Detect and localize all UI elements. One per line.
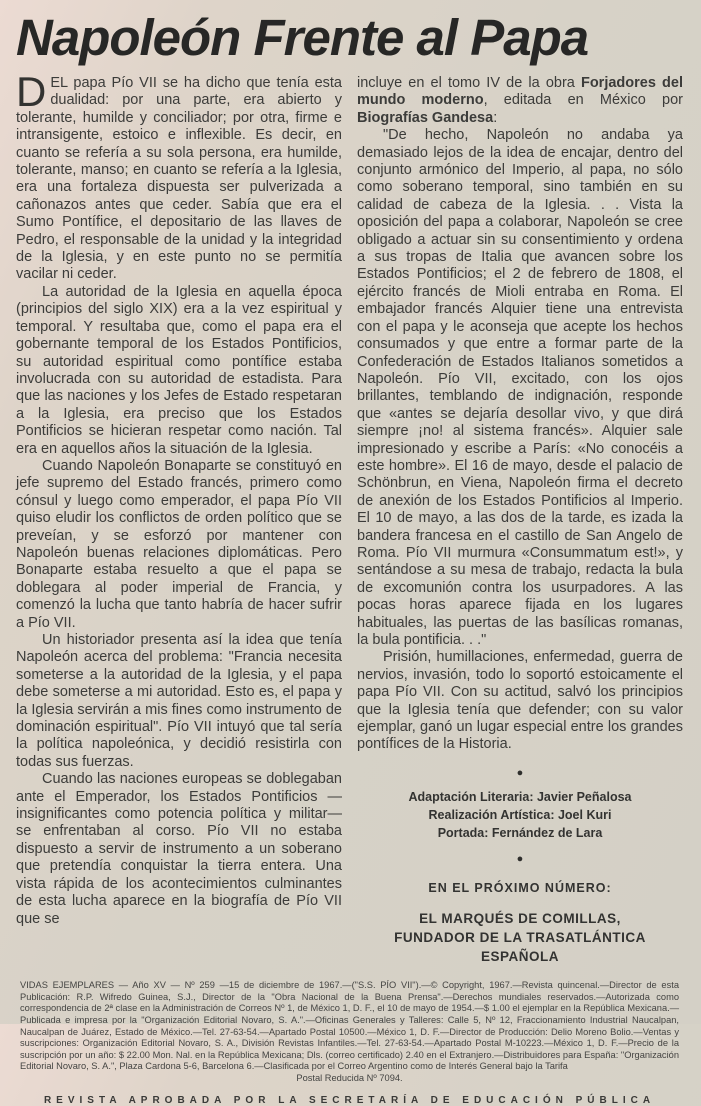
book-title: Forjadores del mundo moderno <box>357 75 683 109</box>
left-column <box>16 68 342 966</box>
right-column <box>357 75 683 966</box>
paragraph: Cuando las naciones europeas se doblegaban ante el Emperador, los Estados Pontificios —insignificantes como potencia política y militar— se enfrentaban al corso. Pío VII no estaba dispuesto a servir de instrumento a un soberano que pretendía conquistar la tierra entera. Una vista rápida de los acontecimientos culminantes de esta lucha aparece en la biografía de Pío VII que se <box>16 771 342 927</box>
masthead-fine-print: VIDAS EJEMPLARES — Año XV — Nº 259 —15 de diciembre de 1967.—("S.S. PÍO VII").—© Copyright, 1967.—Revista quincenal.—Director de esta Publicación: R.P. Wifredo Guinea, S.J., Director de la "Obra Nacional de la Buena Prensa".—Derechos mundiales reservados.—Autorizada como correspondencia de 2ª clase en la Administración de Correos Nº 1, de México 1, D. F., el 10 de mayo de 1954.—$ 1.00 el ejemplar en la República Mexicana.—Publicada e impresa por la "Organización Editorial Novaro, S. A.".—Oficinas Generales y Talleres: Calle 5, Nº 12, Fraccionamiento Industrial Naucalpan, Naucalpan de Juárez, Estado de México.—Tel. 27-63-54.—Apartado Postal 10500.—México 1, D. F.—Director de Producción: Delio Moreno Bolio.—Ventas y suscripciones: Organización Editorial Novaro, S. A., División Revistas Infantiles.—Tel. 27-63-54.—Apartado Postal M-10223.—México 1, D. F.—Precio de la suscripción por un año: $ 22.00 Mon. Nal. en la República Mexicana; Dls. (correo certificado) 2.40 en el Extranjero.—Distribuidores para España: "Organización Editorial Novaro, S. A.", Plaza Cardona 5-6, Barcelona 6.—Clasificada por el Correo Argentino como de Interés General bajo la Tarifa <box>20 980 679 1072</box>
credit-artistic-realization: Realización Artística: Joel Kuri <box>428 807 612 822</box>
approval-line: REVISTA APROBADA POR LA SECRETARÍA DE EDUCACIÓN PÚBLICA <box>43 1094 656 1106</box>
credit-literary-adaptation: Adaptación Literaria: Javier Peñalosa <box>408 789 632 804</box>
bullet-separator-icon: ● <box>516 852 524 865</box>
paragraph <box>357 75 683 127</box>
paragraph: La autoridad de la Iglesia en aquella época (principios del siglo XIX) era a la vez espiritual y temporal. Y resultaba que, como el papa era el gobernante temporal de los Estados Pontificios, su autoridad espiritual como pontífice estaba involucrada con su autoridad de estadista. Para que las naciones y los Jefes de Estado respetaran a la Iglesia, era preciso que los Estados Pontificios se hicieran respetar como nación. Tal era en aquellos años la situación de la Iglesia. <box>16 283 342 457</box>
masthead-fine-print-last-line: Postal Reducida Nº 7094. <box>296 1073 403 1083</box>
publisher-name: Biografías Gandesa <box>357 109 494 126</box>
paragraph-text: EL papa Pío VII se ha dicho que tenía esta dualidad: por una parte, era abierto y tolerante, humilde y conciliador; por otra, firme e intransigente, estoico e inflexible. Es decir, en cuanto se refería a su sola persona, era humilde, tolerante, manso; en cuanto se refería a la Iglesia, era una fortaleza dispuesta ser pulverizada a cañonazos antes que ceder. Sabía que era el Sumo Pontífice, el depositario de las llaves de Pedro, el responsable de la unidad y la integridad de la Iglesia, y en este punto no se permitía vacilar ni ceder. <box>16 75 342 283</box>
paragraph-text: , editada en México por <box>483 92 683 109</box>
bullet-separator-icon: ● <box>516 766 524 779</box>
credit-cover: Portada: Fernández de Lara <box>437 825 603 840</box>
article-body <box>16 68 683 966</box>
paragraph: Prisión, humillaciones, enfermedad, guerra de nervios, invasión, todo lo soportó estoicamente el papa Pío VII. Con su actitud, salvó los principios que la Iglesia tenía que defender; con su valor ejemplar, ganó un lugar especial entre los grandes pontífices de la Historia. <box>357 649 683 753</box>
credits-block <box>357 766 683 966</box>
next-issue-label: EN EL PRÓXIMO NÚMERO: <box>428 880 612 895</box>
dropcap-letter: D <box>16 68 47 115</box>
paragraph: Un historiador presenta así la idea que tenía Napoleón acerca del problema: "Francia necesita someterse a la autoridad de la Iglesia, y el papa debe someterse a mi autoridad. Esto es, el papa y la Iglesia servirán a mis fines como instrumento de dominación espiritual". Pío VII intuyó que tal sería la política napoleónica, y decidió resistirla con todas sus fuerzas. <box>16 632 342 770</box>
next-issue-title: EL MARQUÉS DE COMILLAS, FUNDADOR DE LA TRASATLÁNTICA ESPAÑOLA <box>394 911 646 965</box>
page-title: Napoleón Frente al Papa <box>16 9 589 66</box>
paragraph: Cuando Napoleón Bonaparte se constituyó en jefe supremo del Estado francés, primero como cónsul y luego como emperador, el papa Pío VII quiso eludir los conflictos de orden político que se preveían, y se esforzó por mantener con Napoleón buenas relaciones diplomáticas. Pero Bonaparte estaba resuelto a que el papa se doblegara al poder imperial de Francia, y comenzó la lucha que tanto habría de hacer sufrir a Pío VII. <box>16 457 342 631</box>
paragraph <box>16 68 342 284</box>
paragraph-text: incluye en el tomo IV de la obra <box>357 75 581 91</box>
paragraph-text: : <box>493 109 498 126</box>
paragraph: "De hecho, Napoleón no andaba ya demasiado lejos de la idea de encajar, dentro del conjunto armónico del Imperio, al papa, no sólo como soberano temporal, sino también en su calidad de cabeza de la Iglesia. . . Vista la oposición del papa a colaborar, Napoleón se cree obligado a actuar sin su consentimiento y ordena a sus tropas de Italia que avancen sobre los Estados Pontificios; el 2 de febrero de 1808, el ejército francés de Mioli entraba en Roma. El embajador francés Alquier tiene una entrevista con el papa y le aconseja que acepte los hechos consumados y que entre a formar parte de la Confederación de Estados Italianos sometidos a Napoleón. Pío VII, excitado, con los ojos brillantes, temblando de indignación, responde que «antes se dejaría desollar vivo, y que dirá siempre ¡no! al sistema francés». Alquier sale impresionado y escribe a París: «No conocéis a este hombre». El 16 de mayo, desde el palacio de Schönbrun, en Viena, Napoleón firma el decreto de anexión de los Estados Pontificios al Imperio. El 10 de mayo, a las dos de la tarde, es izada la bandera francesa en el castillo de San Angelo de Roma. Pío VII murmura «Consummatum est!», y sentándose a su mesa de trabajo, redacta la bula de excomunión contra los usurpadores. A las pocas horas aparece fijada en los lugares habituales, las puertas de las basílicas romanas, la bula pontificia. . ." <box>357 127 683 648</box>
